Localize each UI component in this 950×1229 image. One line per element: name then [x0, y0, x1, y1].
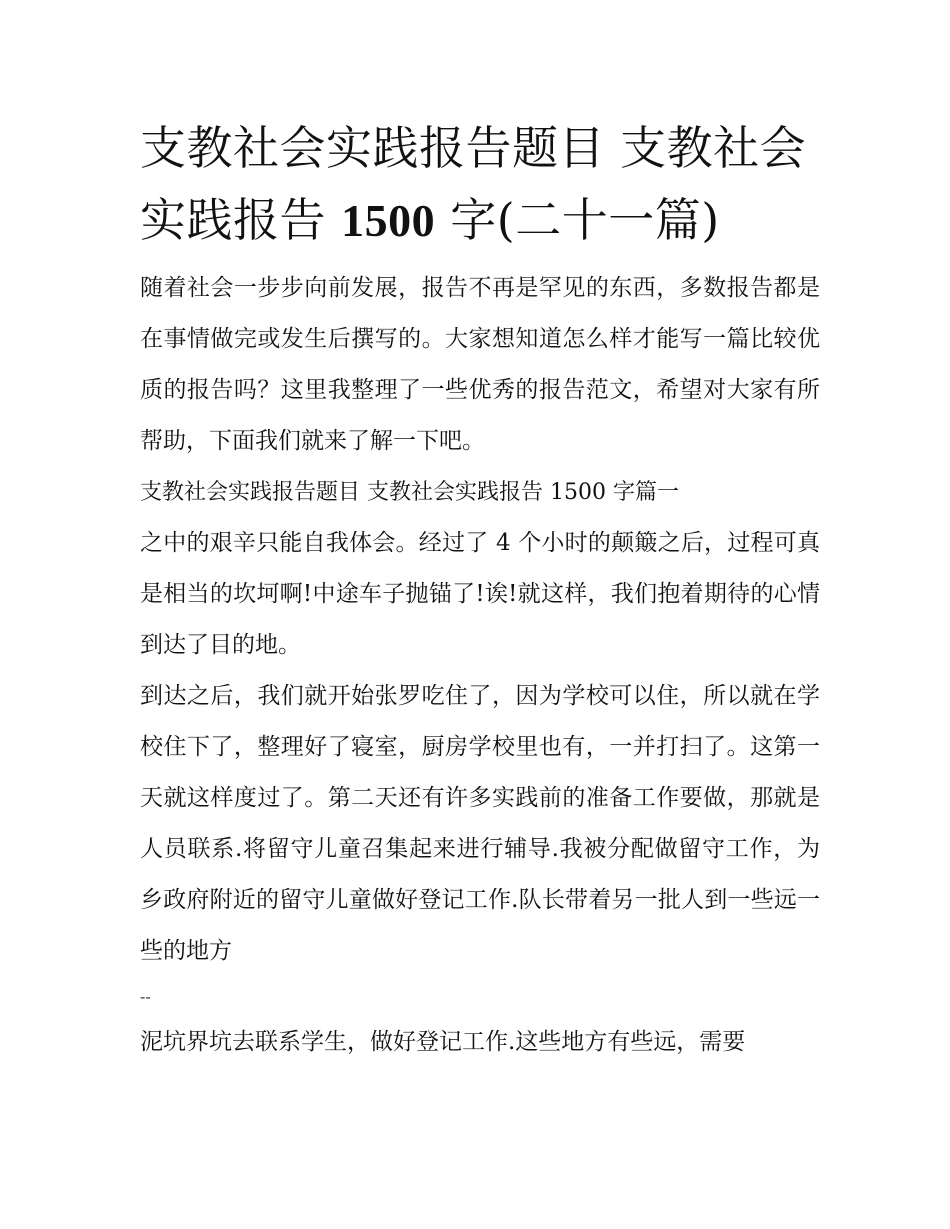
title-number: 1500 [341, 195, 436, 246]
section-heading: 支教社会实践报告题目 支教社会实践报告 1500 字篇一 [140, 480, 679, 505]
intro-paragraph: 随着社会一步步向前发展，报告不再是罕见的东西，多数报告都是在事情做完或发生后撰写的。大家想知道怎么样才能写一篇比较优质的报告吗？这里我整理了一些优秀的报告范文，希望对大家有所帮助，下面我们就来了解一下吧。 [140, 275, 820, 454]
body-paragraph-1: 之中的艰辛只能自我体会。经过了 4 个小时的颠簸之后，过程可真是相当的坎坷啊!中途车子抛锚了!诶!就这样，我们抱着期待的心情到达了目的地。 [140, 530, 820, 658]
body-paragraph-3: 泥坑界坑去联系学生，做好登记工作.这些地方有些远，需要 [140, 1029, 746, 1055]
body-paragraph-2: 到达之后，我们就开始张罗吃住了，因为学校可以住，所以就在学校住下了，整理好了寝室，厨房学校里也有，一并打扫了。这第一天就这样度过了。第二天还有许多实践前的准备工作要做，那就是人员联系.将留守儿童召集起来进行辅导.我被分配做留守工作，为乡政府附近的留守儿童做好登记工作.队长带着另一批人到一些远一些的地方 [140, 683, 820, 964]
page-separator: -- [140, 987, 151, 1006]
document-page [140, 112, 820, 1068]
title-text: 支教社会实践报告题目 支教社会实践报告 [140, 121, 807, 247]
document-title [140, 112, 820, 257]
title-suffix: 字(二十一篇) [435, 193, 720, 247]
